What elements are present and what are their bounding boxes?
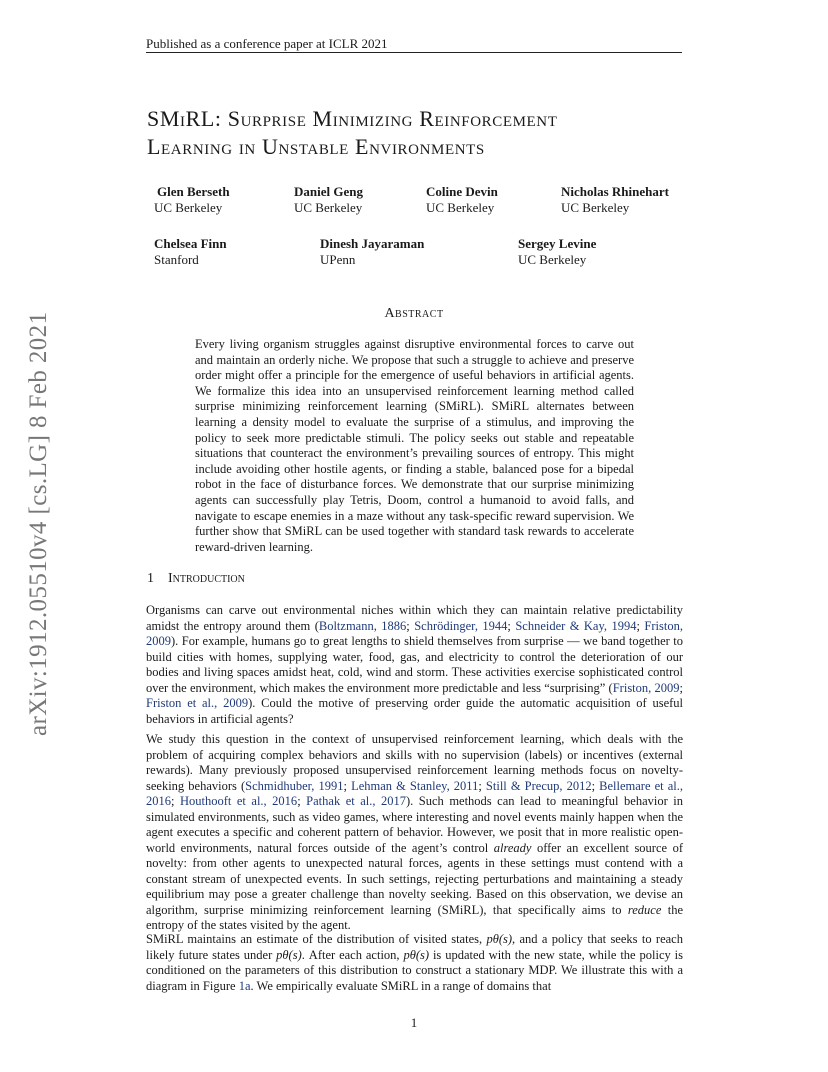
section-number: 1 [147, 571, 154, 586]
citation-link[interactable]: Friston, 2009 [146, 618, 683, 648]
title-part: Surprise Minimizing Reinforcement [227, 106, 558, 131]
emphasis-text: reduce [627, 902, 662, 917]
citation-link[interactable]: Schrödinger, 1944 [414, 618, 508, 633]
text-run: ; [679, 680, 683, 695]
author-affiliation: UC Berkeley [154, 200, 223, 215]
math-expression: pθ(s) [276, 947, 302, 962]
text-run: ). Could the motive of preserving order guide the automatic acquisition of useful behaviors in artificial agents? [146, 696, 683, 726]
citation-link[interactable]: Friston, 2009 [612, 680, 680, 695]
author-block [518, 236, 596, 268]
text-run: ). Such methods can lead to meaningful behavior in simulated environments, such as video games, where interesting and novel events mainly happen when the agent executes a specific and coherent pattern of behavior. However, we posit that in more realistic open-world environments, natural forces outside of the agent’s control [146, 794, 683, 855]
section-heading [147, 571, 245, 587]
author-name: Daniel Geng [294, 184, 363, 199]
author-name: Glen Berseth [157, 184, 230, 199]
author-name: Dinesh Jayaraman [320, 236, 425, 251]
intro-paragraph-1 [146, 603, 683, 727]
figure-reference-link[interactable]: 1a [238, 978, 251, 993]
math-expression: pθ(s) [403, 947, 430, 962]
text-run: ; [636, 618, 645, 633]
citation-link[interactable]: Friston et al., 2009 [146, 696, 249, 710]
author-name: Nicholas Rhinehart [561, 184, 669, 199]
citation-link[interactable]: Pathak et al., 2017 [306, 794, 407, 808]
citation-link[interactable]: Houthooft et al., 2016 [179, 794, 298, 808]
text-run: , and a policy that seeks to reach likely future states under [146, 932, 683, 962]
text-run: ; [478, 778, 486, 793]
paper-title [147, 105, 707, 161]
author-block [426, 184, 498, 216]
header-rule [146, 52, 682, 53]
title-part: SM [147, 106, 180, 131]
math-expression: pθ(s) [486, 932, 513, 946]
citation-link[interactable]: Schneider & Kay, 1994 [515, 618, 637, 633]
text-run: ; [591, 778, 600, 793]
citation-link[interactable]: Bellemare et al., 2016 [146, 778, 683, 808]
author-block [320, 236, 424, 268]
arxiv-stamp: arXiv:1912.05510v4 [cs.LG] 8 Feb 2021 [25, 311, 52, 736]
author-block [154, 236, 227, 268]
citation-link[interactable]: Schmidhuber, 1991 [245, 778, 344, 793]
page-number: 1 [410, 1015, 418, 1030]
author-affiliation: UC Berkeley [561, 200, 630, 215]
section-title: Introduction [168, 571, 245, 586]
title-part: RL: [185, 106, 228, 131]
text-run: ; [297, 794, 307, 808]
text-run: . We empirically evaluate SMiRL in a range of domains that [250, 978, 552, 993]
intro-paragraph-2 [146, 732, 683, 934]
text-run: We study this question in the context of unsupervised reinforcement learning, which deals with the problem of acquiring complex behaviors and skills with no supervision (labels) or incentives (external rewards). Many previously proposed unsupervised reinforcement learning methods focus on novelty-seeking behaviors ( [146, 732, 683, 793]
text-run: the entropy of the states visited by the agent. [146, 902, 683, 932]
text-run: is updated with the new state, while the policy is conditioned on the parameters of this distribution to construct a stationary MDP. We illustrate this with a diagram in Figure [146, 947, 683, 993]
text-run: ; [343, 778, 352, 793]
author-name: Sergey Levine [518, 236, 597, 251]
author-affiliation: UC Berkeley [294, 200, 363, 215]
title-part: i [180, 106, 186, 131]
text-run: ; [406, 618, 415, 633]
citation-link[interactable]: Lehman & Stanley, 2011 [351, 778, 479, 793]
text-run: Organisms can carve out environmental niches within which they can maintain relative predictability amidst the entropy around them ( [146, 603, 683, 633]
abstract-text: Every living organism struggles against disruptive environmental forces to carve out and maintain an orderly niche. We propose that such a struggle to achieve and preserve order might offer a principle for the emergence of useful behaviors in artificial agents. We formalize this idea into an unsupervised reinforcement learning method called surprise minimizing reinforcement learning (SMiRL). SMiRL alternates between learning a density model to evaluate the surprise of a stimulus, and improving the policy to seek more predictable stimuli. The policy seeks out stable and repeatable situations that counteract the environment’s prevailing sources of entropy. This might include avoiding other hostile agents, or finding a stable, balanced pose for a bipedal robot in the face of disturbance forces. We demonstrate that our surprise minimizing agents can successfully play Tetris, Doom, control a humanoid to avoid falls, and navigate to escape enemies in a maze without any task-specific reward supervision. We further show that SMiRL can be used together with standard task rewards to accelerate reward-driven learning. [195, 337, 634, 554]
emphasis-text: already [493, 840, 532, 855]
author-name: Chelsea Finn [154, 236, 227, 251]
title-line-2: Learning in Unstable Environments [147, 134, 485, 159]
citation-link[interactable]: Still & Precup, 2012 [485, 778, 592, 793]
author-block [561, 184, 669, 216]
author-affiliation: UPenn [320, 252, 356, 267]
author-affiliation: UC Berkeley [518, 252, 587, 267]
author-affiliation: UC Berkeley [426, 200, 495, 215]
author-name: Coline Devin [426, 184, 498, 199]
citation-link[interactable]: Boltzmann, 1886 [318, 618, 407, 633]
abstract-heading: Abstract [384, 306, 444, 321]
text-run: ; [171, 794, 180, 808]
text-run: SMiRL maintains an estimate of the distribution of visited states, [146, 932, 487, 946]
text-run: ; [507, 618, 516, 633]
text-run: . After each action, [301, 947, 404, 962]
text-run: ). For example, humans go to great lengths to shield themselves from surprise — we band together to build cities with homes, supplying water, food, gas, and electricity to control the deterioration of our bodies and living spaces amidst heat, cold, wind and storm. These activities exercise sophisticated control over the environment, which makes the environment more predictable and less “surprising” ( [146, 634, 683, 695]
author-block [294, 184, 363, 216]
title-line-1 [147, 105, 707, 133]
intro-paragraph-3 [146, 932, 683, 994]
text-run: offer an excellent source of novelty: from other agents to unexpected natural forces, agents in these settings must contend with a constant stream of unexpected events. In such settings, rejecting perturbations and maintaining a steady equilibrium may pose a greater challenge than novelty seeking. Based on this observation, we devise an algorithm, surprise minimizing reinforcement learning (SMiRL), that specifically aims to [146, 840, 683, 917]
author-affiliation: Stanford [154, 252, 199, 267]
author-block [154, 184, 230, 216]
running-header: Published as a conference paper at ICLR 2021 [146, 36, 388, 51]
